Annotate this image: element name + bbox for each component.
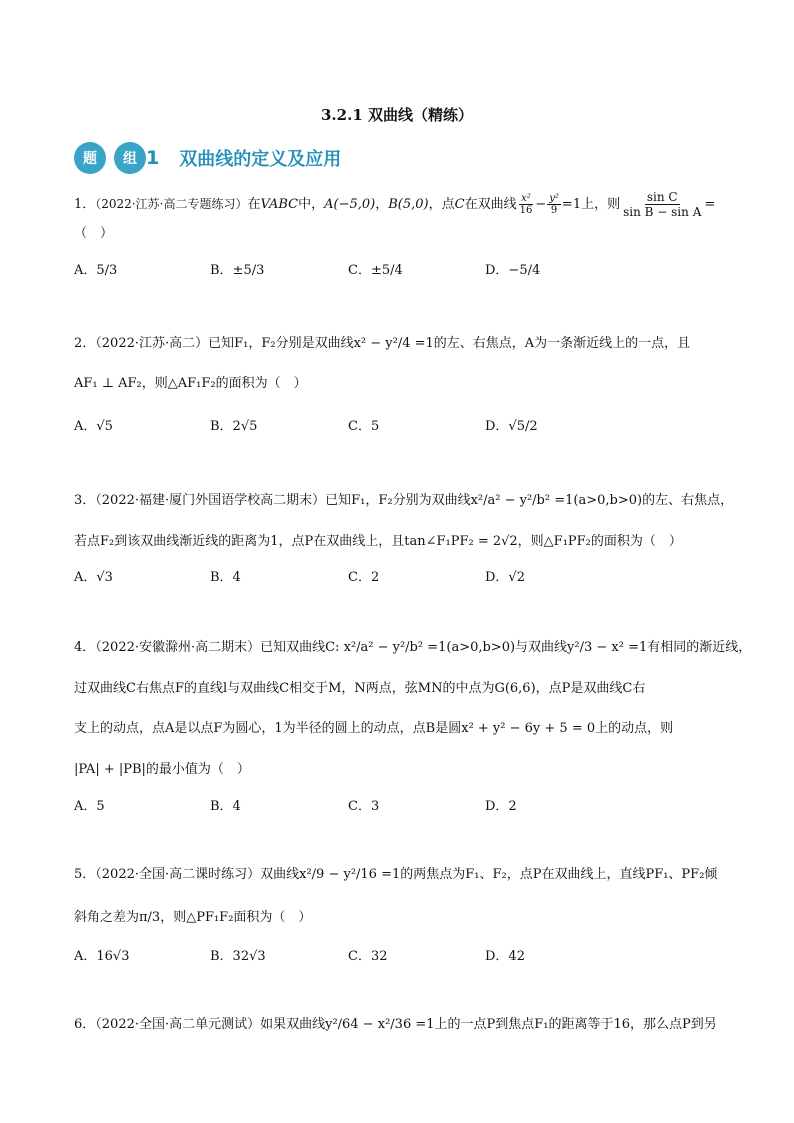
frac-num: y² (549, 193, 559, 204)
q1-text: ，点 (428, 197, 455, 212)
q1-point-b: B(5,0) (388, 197, 429, 212)
q1-point-c: C (454, 197, 465, 212)
question-4-stem-cont: 过双曲线C右焦点F的直线l与双曲线C相交于M，N两点，弦MN的中点为G(6,6)，点P是双曲线C右 (74, 681, 646, 696)
question-3-stem: 3．（2022·福建·厦门外国语学校高二期末）已知F₁，F₂分别为双曲线x²/a² − y²/b² =1(a>0,b>0)的左、右焦点， (74, 493, 734, 508)
section-heading: 双曲线的定义及应用 (179, 149, 342, 170)
option-a[interactable]: A．5/3 (74, 263, 118, 278)
q2-options (74, 416, 634, 440)
option-c[interactable]: C．±5/4 (348, 263, 403, 278)
q1-text: =1 (561, 197, 582, 212)
option-c[interactable]: C．32 (348, 949, 388, 964)
q1-options (74, 260, 634, 284)
option-a[interactable]: A．√5 (74, 419, 113, 434)
q4-options (74, 796, 634, 820)
q1-text: 在 (247, 197, 261, 212)
question-3-stem-cont: 若点F₂到该双曲线渐近线的距离为1，点P在双曲线上，且tan∠F₁PF₂ = 2√2，则△F₁PF₂的面积为（ ） (74, 534, 682, 549)
option-c[interactable]: C．3 (348, 799, 380, 814)
q1-sine-fraction (621, 190, 703, 219)
q1-text: = (704, 197, 716, 212)
question-number: 1． (74, 197, 96, 212)
option-d[interactable]: D．√2 (485, 570, 525, 585)
section-header (74, 140, 341, 176)
section-number: 1 (146, 147, 160, 169)
option-d[interactable]: D．42 (485, 949, 525, 964)
q1-text: − (535, 197, 547, 212)
frac-num: sin C (646, 190, 678, 204)
question-1-stem (74, 190, 715, 219)
option-b[interactable]: B．2√5 (210, 419, 258, 434)
option-c[interactable]: C．2 (348, 570, 380, 585)
option-b[interactable]: B．4 (210, 799, 241, 814)
question-4-stem: 4．（2022·安徽滁州·高二期末）已知双曲线C: x²/a² − y²/b² =1(a>0,b>0)与双曲线y²/3 − x² =1有相同的渐近线， (74, 640, 752, 655)
question-source: （2022·江苏·高二专题练习） (95, 197, 248, 211)
option-b[interactable]: B．±5/3 (210, 263, 265, 278)
q1-text: 在双曲线 (464, 197, 517, 212)
option-a[interactable]: A．5 (74, 799, 105, 814)
option-a[interactable]: A．√3 (74, 570, 113, 585)
q1-fraction (547, 193, 561, 216)
question-4-stem-cont: |PA| + |PB|的最小值为（ ） (74, 762, 250, 777)
question-5-stem: 5．（2022·全国·高二课时练习）双曲线x²/9 − y²/16 =1的两焦点为F₁、F₂，点P在双曲线上，直线PF₁、PF₂倾 (74, 867, 718, 882)
q1-text: 上，则 (581, 197, 621, 212)
question-6-stem: 6．（2022·全国·高二单元测试）如果双曲线y²/64 − x²/36 =1上的一点P到焦点F₁的距离等于16，那么点P到另 (74, 1017, 717, 1032)
option-d[interactable]: D．2 (485, 799, 517, 814)
frac-den: 16 (519, 205, 533, 216)
frac-num: x² (521, 193, 531, 204)
q1-text: 中， (298, 197, 325, 212)
option-c[interactable]: C．5 (348, 419, 380, 434)
option-b[interactable]: B．4 (210, 570, 241, 585)
section-badge-ti: 题 (74, 142, 106, 174)
q5-options (74, 946, 634, 970)
option-d[interactable]: D．√5/2 (485, 419, 538, 434)
question-2-stem-cont: AF₁ ⊥ AF₂，则△AF₁F₂的面积为（ ） (74, 376, 307, 391)
option-b[interactable]: B．32√3 (210, 949, 266, 964)
question-2-stem: 2．（2022·江苏·高二）已知F₁，F₂分别是双曲线x² − y²/4 =1的左、右焦点，A为一条渐近线上的一点，且 (74, 336, 691, 351)
q1-point-a: A(−5,0) (324, 197, 376, 212)
frac-den: 9 (550, 205, 558, 216)
page-title: 3.2.1 双曲线（精练） (321, 106, 473, 124)
q1-answer-paren: （ ） (74, 226, 114, 241)
frac-den: sin B − sin A (623, 205, 702, 219)
question-5-stem-cont: 斜角之差为π/3，则△PF₁F₂面积为（ ） (74, 910, 312, 925)
option-a[interactable]: A．16√3 (74, 949, 130, 964)
question-4-stem-cont: 支上的动点，点A是以点F为圆心，1为半径的圆上的动点，点B是圆x² + y² − 6y + 5 = 0上的动点，则 (74, 721, 674, 736)
q1-text: ， (375, 197, 389, 212)
q1-triangle: VABC (260, 197, 299, 212)
q1-fraction (518, 193, 535, 216)
q3-options (74, 567, 634, 591)
option-d[interactable]: D．−5/4 (485, 263, 541, 278)
section-badge-zu: 组 (114, 142, 146, 174)
